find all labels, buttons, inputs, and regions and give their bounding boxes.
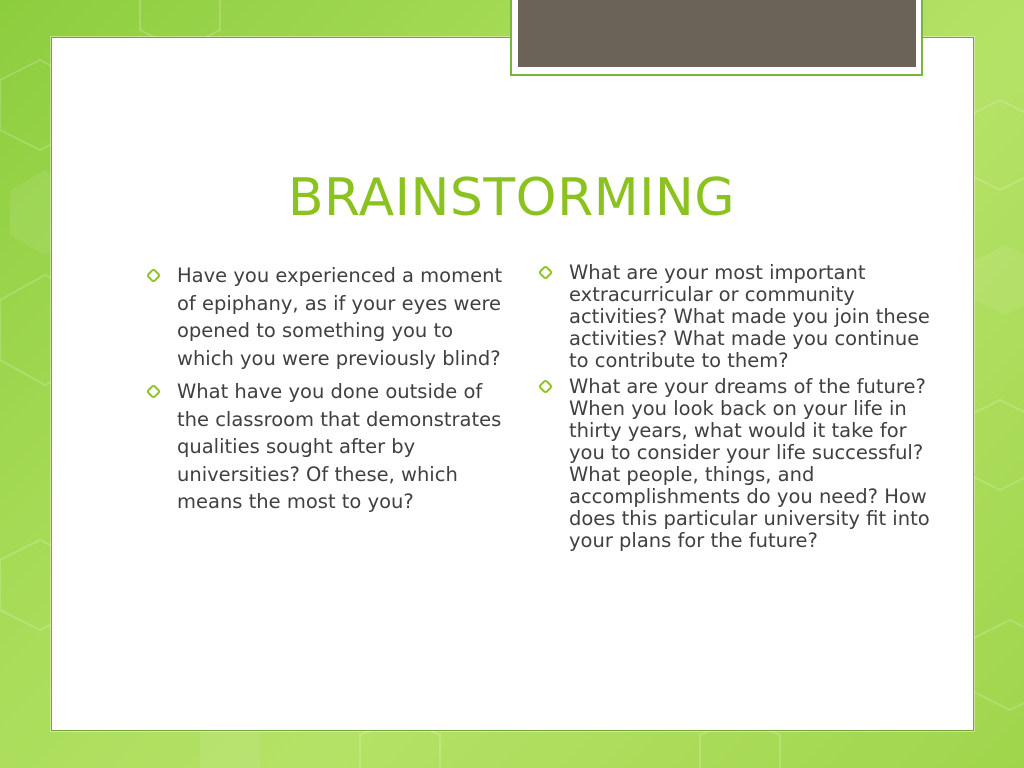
diamond-bullet-icon xyxy=(146,384,162,400)
left-bullet-list xyxy=(146,262,508,522)
bullet-text: What are your most important extracurricular or community activities? What made you join these activities? What made you continue to contribute to them? xyxy=(569,261,930,372)
diamond-bullet-icon xyxy=(538,379,554,395)
bullet-text: Have you experienced a moment of epiphany, as if your eyes were opened to something you to which you were previously blind? xyxy=(177,264,503,370)
list-item xyxy=(146,378,508,516)
list-item xyxy=(146,262,508,372)
list-item xyxy=(538,376,938,552)
title-tab-block xyxy=(518,0,916,67)
list-item xyxy=(538,262,938,372)
diamond-bullet-icon xyxy=(146,268,162,284)
bullet-text: What are your dreams of the future? When you look back on your life in thirty years, what would it take for you to consider your life successful? What people, things, and accomplishments do you need? How does this particular university fit into your plans for the future? xyxy=(569,375,930,552)
diamond-bullet-icon xyxy=(538,265,554,281)
slide-title: BRAINSTORMING xyxy=(287,168,736,228)
bullet-text: What have you done outside of the classroom that demonstrates qualities sought after by universities? Of these, which means the most to you? xyxy=(177,380,502,513)
right-bullet-list xyxy=(538,262,938,556)
